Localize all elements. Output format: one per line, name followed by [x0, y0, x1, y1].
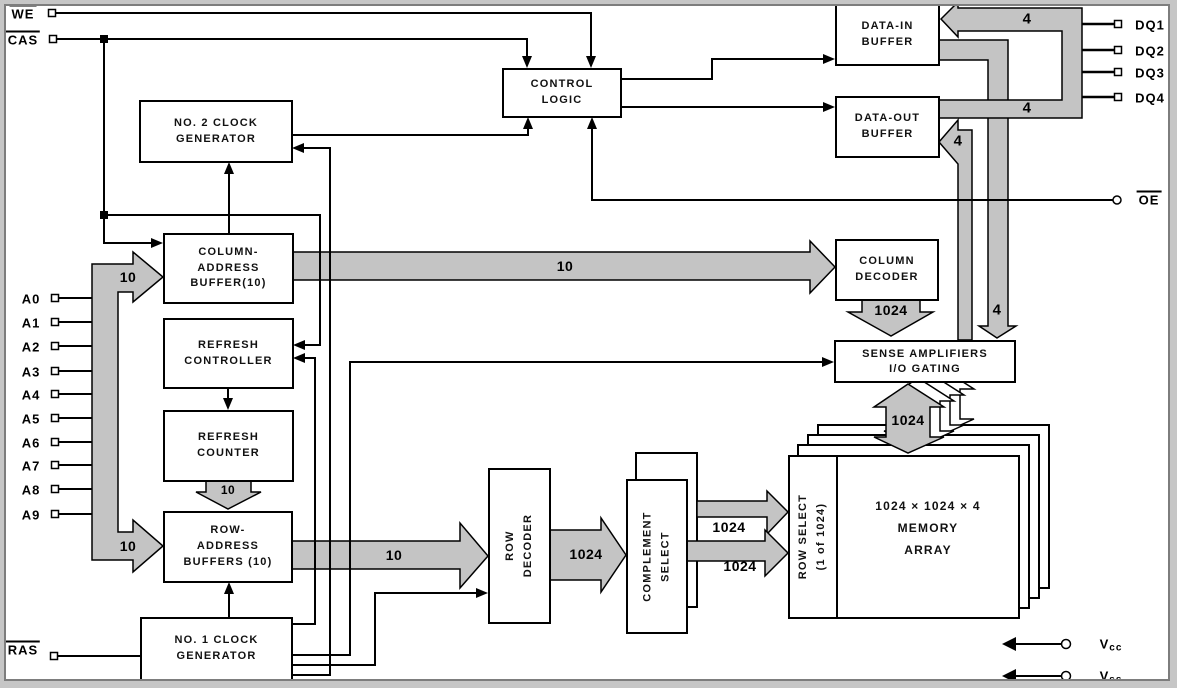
pin-label-vcc: $V_{cc}$ [1099, 636, 1123, 654]
bus-label-refresh: 10 [220, 483, 236, 497]
bus-label-comp-bottom: 1024 [723, 558, 757, 574]
we-wire [56, 13, 591, 62]
no1-to-refresh [292, 358, 315, 624]
row-decoder-box: ROW DECODER [488, 468, 551, 624]
pin-label-a6: A6 [21, 435, 41, 451]
sense-to-data-out-bus [939, 120, 972, 340]
bus-label-array: 1024 [891, 412, 925, 428]
pin-label-dq4: DQ4 [1135, 90, 1165, 106]
memory-array-section: 1024 × 1024 × 4 MEMORY ARRAY [875, 498, 981, 558]
junction-dot [100, 35, 108, 43]
data-out-buffer-box: DATA-OUT BUFFER [835, 96, 940, 158]
bus-label-row-bus: 10 [385, 547, 403, 563]
address-input-bus [92, 252, 163, 572]
refresh-counter-box: REFRESH COUNTER [163, 410, 294, 482]
control-to-datain [620, 59, 827, 79]
pin-label-dq2: DQ2 [1135, 43, 1165, 59]
pin-label-a2: A2 [21, 339, 41, 355]
pin-label-we: WE [11, 6, 35, 22]
pin-label-cas: CAS [7, 32, 39, 48]
pin-label-a7: A7 [21, 458, 41, 474]
row-address-buffers-box: ROW- ADDRESS BUFFERS (10) [163, 511, 293, 583]
vcc-arrow [1002, 637, 1016, 651]
bus-label-rowdec: 1024 [569, 546, 603, 562]
control-logic-box: CONTROL LOGIC [502, 68, 622, 118]
pin-label-a9: A9 [21, 507, 41, 523]
cas-wire [57, 39, 527, 62]
dq-stubs [1082, 24, 1114, 97]
bus-label-col-bus: 10 [556, 258, 574, 274]
column-address-buffer-box: COLUMN- ADDRESS BUFFER(10) [163, 233, 294, 304]
no2-clock-generator-box: NO. 2 CLOCK GENERATOR [139, 100, 293, 163]
complement-select-box: COMPLEMENT SELECT [626, 479, 688, 634]
refresh-controller-box: REFRESH CONTROLLER [163, 318, 294, 389]
column-decoder-box: COLUMN DECODER [835, 239, 939, 301]
pin-label-dq3: DQ3 [1135, 65, 1165, 81]
sense-amplifiers-box: SENSE AMPLIFIERS I/O GATING [834, 340, 1016, 383]
pin-label-a1: A1 [21, 315, 41, 331]
data-in-buffer-box: DATA-IN BUFFER [835, 3, 940, 66]
bus-label-dq-bottom: 4 [1022, 99, 1032, 117]
pin-label-a0: A0 [21, 291, 41, 307]
bus-label-data-in: 4 [992, 301, 1002, 319]
pin-label-vss: $V_{ss}$ [1099, 668, 1123, 686]
pin-label-ras: RAS [7, 642, 39, 658]
pin-label-a8: A8 [21, 482, 41, 498]
pin-label-oe: OE [1138, 192, 1160, 208]
pin-label-a4: A4 [21, 387, 41, 403]
bus-label-dq-top: 4 [1022, 10, 1032, 28]
junction-dot [100, 211, 108, 219]
no1-clock-generator-box: NO. 1 CLOCK GENERATOR [140, 617, 293, 681]
bus-label-comp-top: 1024 [712, 519, 746, 535]
data-in-to-sense-bus [939, 40, 1016, 338]
no2-to-control [292, 124, 528, 135]
pin-label-a3: A3 [21, 364, 41, 380]
bus-label-addr-row: 10 [119, 538, 137, 554]
memory-array-box [788, 455, 1020, 619]
pin-label-a5: A5 [21, 411, 41, 427]
bus-label-coldec: 1024 [874, 302, 908, 318]
bus-label-data-out: 4 [953, 132, 963, 150]
vss-arrow [1002, 669, 1016, 683]
no1-to-no2 [292, 148, 330, 675]
pin-label-dq1: DQ1 [1135, 17, 1165, 33]
bus-label-addr-col: 10 [119, 269, 137, 285]
row-select-section: ROW SELECT (1 of 1024) [790, 457, 838, 617]
